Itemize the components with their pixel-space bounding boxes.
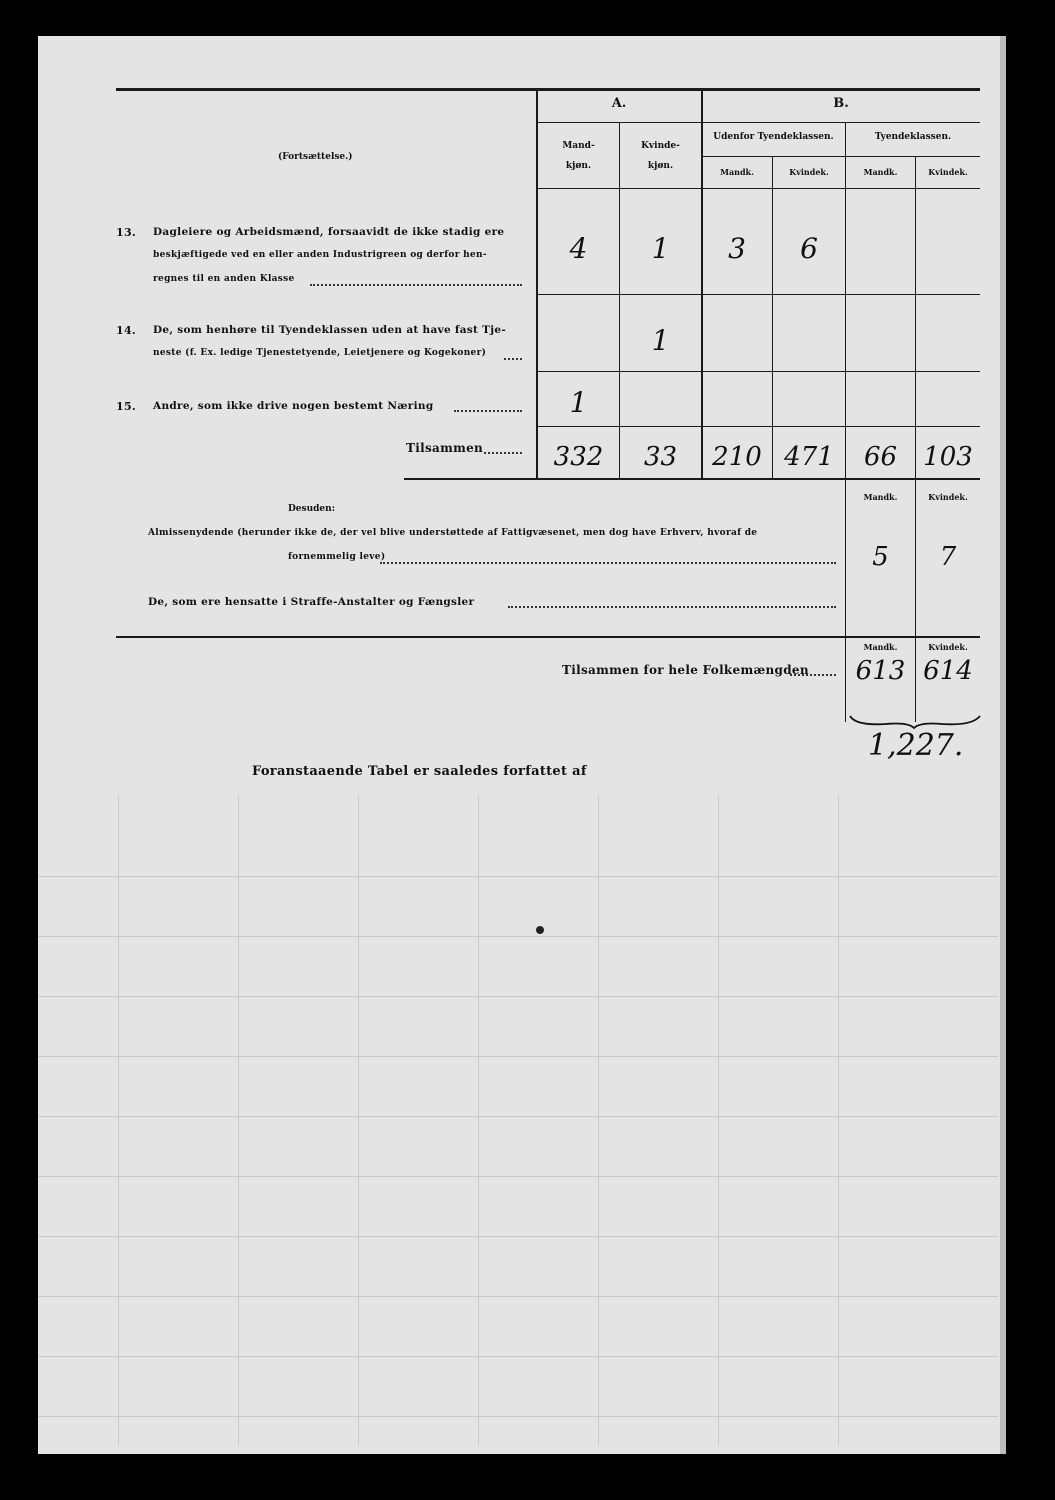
- col-a-women-header: [620, 136, 701, 176]
- row-14-bottom-rule: [536, 371, 980, 372]
- ruled-line: [38, 876, 998, 877]
- row-15-number: 15.: [116, 400, 137, 413]
- grand-total-women-header: Kvindek.: [928, 642, 968, 652]
- b-outside-women-header: Kvindek.: [789, 167, 829, 177]
- group-a-label: A.: [611, 96, 627, 111]
- row-14-number: 14.: [116, 324, 137, 337]
- leader-dots: [454, 410, 522, 412]
- row-13-a-men: 4: [569, 232, 588, 265]
- row-14-a-women: 1: [651, 324, 670, 357]
- totals-b-servant-women: 103: [923, 442, 973, 472]
- grand-total-sum: 1,227.: [868, 728, 964, 763]
- grand-total-men-header: Mandk.: [863, 642, 898, 652]
- row-13-b-outside-women: 6: [800, 232, 818, 265]
- group-header-rule: [536, 122, 980, 123]
- leader-dots: [310, 284, 522, 286]
- col-a-men-line2: kjøn.: [565, 161, 592, 171]
- ruled-line: [838, 796, 839, 1446]
- row-15-bottom-rule: [536, 426, 980, 427]
- ruled-line: [358, 796, 359, 1446]
- ink-spot: [536, 926, 544, 934]
- ruled-line: [38, 996, 998, 997]
- col-line: [915, 156, 916, 480]
- ruled-line: [38, 1176, 998, 1177]
- totals-b-servant-men: 66: [863, 442, 898, 472]
- almsmen-line2: fornemmelig leve): [288, 552, 386, 562]
- continuation-label: (Fortsættelse.): [278, 152, 353, 162]
- col-a-men-line1: Mand-: [562, 141, 595, 151]
- col-a-women-line2: kjøn.: [647, 161, 674, 171]
- signature-line: Foranstaaende Tabel er saaledes forfattet af: [252, 764, 587, 779]
- ruled-line: [118, 796, 119, 1446]
- row-13-line1: Dagleiere og Arbeidsmænd, forsaavidt de ikke stadig ere: [153, 226, 505, 238]
- col-a-men-header: [538, 136, 619, 176]
- header-bottom-rule: [536, 188, 980, 189]
- leader-dots: [504, 358, 522, 360]
- leader-dots: [484, 452, 522, 454]
- b-outside-header: Udenfor Tyendeklassen.: [713, 132, 834, 142]
- row-13-number: 13.: [116, 226, 137, 239]
- ruled-line: [38, 1416, 998, 1417]
- col-line: [772, 156, 773, 480]
- totals-bottom-rule: [404, 478, 980, 480]
- row-15-line1: Andre, som ikke drive nogen bestemt Næring: [153, 400, 434, 412]
- totals-b-outside-women: 471: [784, 442, 834, 472]
- row-13-bottom-rule: [536, 294, 980, 295]
- grand-total-men: 613: [855, 656, 906, 686]
- ruled-line: [38, 1356, 998, 1357]
- totals-b-outside-men: 210: [712, 442, 762, 472]
- ruled-line: [238, 796, 239, 1446]
- b-servant-men-header: Mandk.: [863, 167, 898, 177]
- ruled-line: [38, 1056, 998, 1057]
- row-14-line2: neste (f. Ex. ledige Tjenestetyende, Leietjenere og Kogekoner): [153, 348, 487, 358]
- leader-dots: [380, 562, 836, 564]
- besides-bottom-rule: [116, 636, 980, 638]
- leader-dots: [790, 674, 836, 676]
- ruled-line: [478, 796, 479, 1446]
- ruled-line: [38, 936, 998, 937]
- table-top-rule: [116, 88, 980, 91]
- totals-a-women: 33: [643, 442, 678, 472]
- grand-total-women: 614: [923, 656, 973, 686]
- totals-a-men: 332: [553, 442, 604, 472]
- subgroup-rule: [702, 156, 980, 157]
- census-form-page: [38, 36, 1006, 1454]
- leader-dots: [508, 606, 836, 608]
- ruled-line: [718, 796, 719, 1446]
- totals-label: Tilsammen: [406, 441, 484, 455]
- ruled-line: [38, 1236, 998, 1237]
- row-13-line3: regnes til en anden Klasse: [153, 274, 295, 284]
- b-outside-men-header: Mandk.: [720, 167, 754, 177]
- row-14-line1: De, som henhøre til Tyendeklassen uden at have fast Tje-: [153, 324, 506, 336]
- row-13-b-outside-men: 3: [728, 232, 746, 265]
- col-a-women-line1: Kvinde-: [641, 141, 680, 151]
- ruled-line: [38, 1116, 998, 1117]
- row-15-a-men: 1: [569, 386, 588, 419]
- col-line: [701, 88, 703, 480]
- almsmen-women-value: 7: [939, 542, 957, 572]
- b-servant-women-header: Kvindek.: [928, 167, 968, 177]
- almsmen-men-value: 5: [872, 542, 889, 572]
- ruled-line: [598, 796, 599, 1446]
- besides-women-header: Kvindek.: [928, 492, 968, 502]
- row-13-a-women: 1: [651, 232, 670, 265]
- almsmen-line1: Almissenydende (herunder ikke de, der vel blive understøttede af Fattigvæsenet, men dog have Erhverv, hvoraf de: [148, 528, 758, 538]
- b-servant-header: Tyendeklassen.: [874, 132, 952, 142]
- group-b-label: B.: [833, 96, 849, 111]
- prisoners-label: De, som ere hensatte i Straffe-Anstalter og Fængsler: [148, 596, 475, 608]
- ruled-line: [38, 1296, 998, 1297]
- grand-total-label: Tilsammen for hele Folkemængden: [562, 663, 809, 677]
- besides-men-header: Mandk.: [863, 492, 898, 502]
- besides-heading: Desuden:: [288, 504, 336, 514]
- row-13-line2: beskjæftigede ved en eller anden Industrigreen og derfor hen-: [153, 250, 487, 260]
